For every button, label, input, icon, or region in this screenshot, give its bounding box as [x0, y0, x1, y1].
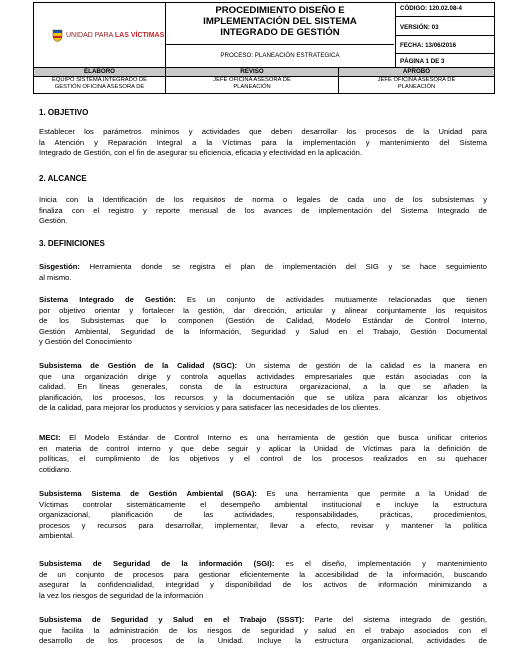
definition-sgc: Subsistema de Gestión de la Calidad (SGC): Un sistema de gestión de la calidad es la manera en que una organización dirige y controla aquellas actividades empresariales que están asociadas con la calidad. En líneas generales, consta de la estructura organizacional, a la que se añaden la planificación, los procesos, los recursos y la documentación que se utiliza para alcanzar los objetivos de la calidad, para mejorar los productos y servicios y para satisfacer las necesidades de los clientes. — [39, 361, 487, 412]
divider — [396, 53, 494, 54]
definition-ssst: Subsistema de Seguridad y Salud en el Trabajo (SSST): Parte del sistema integrado de gestión, que facilita la administración de los riesgos de seguridad y salud en el trabajo asociados con el desarrollo de los procesos de la Unidad. Incluye la estructura organizacional, actividades de — [39, 615, 487, 645]
title-cell — [166, 3, 396, 67]
document-header-table — [33, 2, 495, 68]
definition-term: Subsistema de Seguridad de la información (SGI): — [39, 559, 275, 568]
section-heading-alcance: 2. ALCANCE — [39, 174, 87, 183]
reviso-label: REVISÓ — [240, 68, 264, 75]
definition-sig: Sistema Integrado de Gestión: Es un conjunto de actividades mutuamente relacionadas que tienen por objetivo orientar y fortalecer la gestión, dar dirección, articular y alinear conjuntamente los requisitos de los Subsistemas que lo componen (Gestión de Calidad, Modelo Estándar de Control Interno, Gestión Ambiental, Seguridad de la Información, Seguridad y Salud en el Trabajo, Gestión Documental y Gestión del Conocimiento — [39, 295, 487, 346]
aprobo-value: JEFE OFICINA ASESORA DE PLANEACIÓN — [377, 77, 456, 90]
aprobo-column — [339, 68, 494, 93]
version-label: VERSIÓN: 03 — [400, 24, 439, 31]
logo-text: UNIDAD PARA LAS VÍCTIMAS — [66, 32, 165, 39]
definition-sgi: Subsistema de Seguridad de la información (SGI): es el diseño, implementación y mantenimiento de un conjunto de procesos para gestionar eficientemente la accesibilidad de la información, buscando asegurar la confidencialidad, integridad y disponibilidad de los activos de información minimizando a la vez los riesgos de seguridad de la información — [39, 559, 487, 600]
definition-term: Sisgestión: — [39, 262, 80, 271]
elaboro-column — [34, 68, 166, 93]
divider — [396, 35, 494, 36]
page-label: PÁGINA 1 DE 3 — [400, 58, 445, 65]
metadata-cell — [396, 3, 494, 67]
elaboro-label: ELABORÓ — [84, 68, 115, 75]
divider — [166, 44, 394, 45]
coat-of-arms-icon — [52, 29, 63, 42]
elaboro-value: EQUIPO SISTEMA INTEGRADO DE GESTIÓN OFICINA ASESORA DE — [51, 77, 148, 90]
definition-meci: MECI: El Modelo Estándar de Control Interno es una herramienta de gestión que busca unificar criterios en materia de control interno y que debe seguir y aplicar la Unidad de Víctimas para la definición de políticas, el cumplimiento de los objetivos y el control de los procesos realizados en su quehacer cotidiano. — [39, 433, 487, 474]
definition-sisgestion: Sisgestión: Herramienta donde se registra el plan de implementación del SIG y se hace seguimiento al mismo. — [39, 262, 487, 282]
document-title: PROCEDIMIENTO DISEÑO E IMPLEMENTACIÓN DEL SISTEMA INTEGRADO DE GESTIÓN — [203, 5, 357, 38]
definition-term: Subsistema de Seguridad y Salud en el Trabajo (SSST): — [39, 615, 305, 624]
logo-cell — [34, 3, 166, 67]
reviso-value: JEFE OFICINA ASESORA DE PLANEACIÓN — [213, 77, 291, 90]
definition-term: Sistema Integrado de Gestión: — [39, 295, 176, 304]
process-label: PROCESO: PLANEACIÓN ESTRATEGICA — [220, 52, 340, 59]
definition-sga: Subsistema Sistema de Gestión Ambiental (SGA): Es una herramienta que permite a la Unidad de Víctimas controlar sistemáticamente el desempeño ambiental institucional e incluye la estructura organizacional, planificación de las actividades, responsabilidades, prácticas, procedimientos, procesos y recursos para desarrollar, implementar, llevar a efecto, revisar y mantener la política ambiental. — [39, 489, 487, 540]
reviso-column — [166, 68, 339, 93]
approval-table — [33, 68, 495, 94]
divider — [396, 16, 494, 17]
unidad-victimas-logo — [52, 29, 164, 42]
date-label: FECHA: 13/06/2016 — [400, 42, 457, 49]
definition-term: Subsistema Sistema de Gestión Ambiental (SGA): — [39, 489, 257, 498]
definition-term: Subsistema de Gestión de la Calidad (SGC): — [39, 361, 238, 370]
definition-term: MECI: — [39, 433, 61, 442]
code-label: CÓDIGO: 120.02.08-4 — [400, 5, 462, 12]
section-heading-objetivo: 1. OBJETIVO — [39, 108, 89, 117]
section-heading-definiciones: 3. DEFINICIONES — [39, 239, 105, 248]
objetivo-paragraph: Establecer los parámetros mínimos y actividades que deben desarrollar los procesos de la Unidad para la Atención y Reparación Integral a la Víctimas para la implementación y mantenimiento del Sistema Integrado de Gestión, con el fin de asegurar su eficiencia, eficacia y efectividad en la aplicación. — [39, 127, 487, 157]
alcance-paragraph: Inicia con la Identificación de los requisitos de norma o legales de cada uno de los subsistemas y finaliza con el registro y reporte mensual de los avances de implementación del Sistema Integrado de Gestión. — [39, 195, 487, 225]
aprobo-label: APROBO — [402, 68, 431, 75]
